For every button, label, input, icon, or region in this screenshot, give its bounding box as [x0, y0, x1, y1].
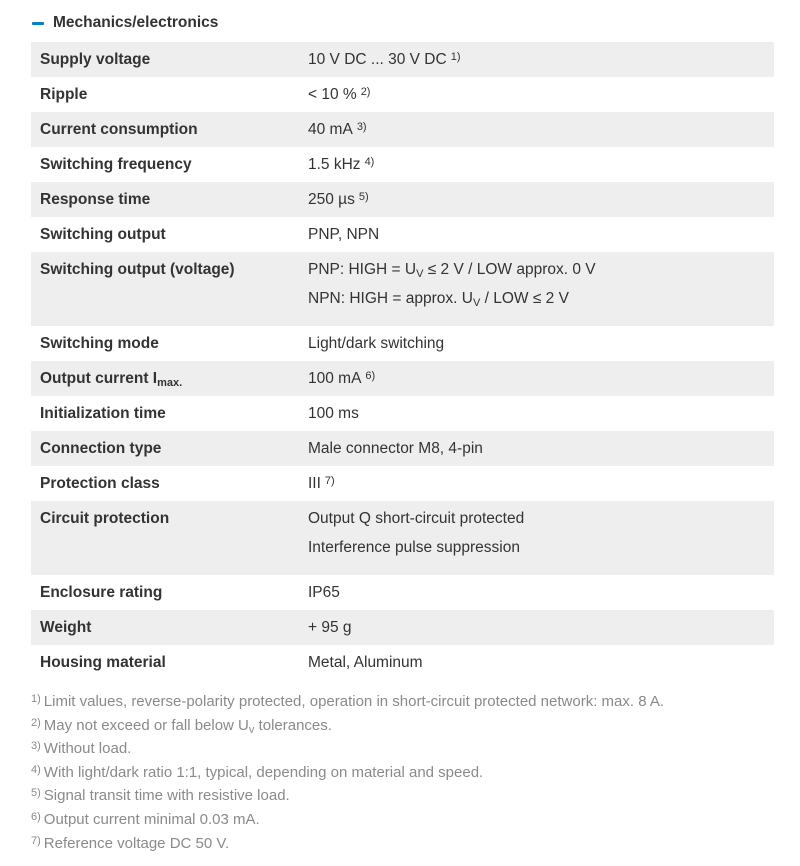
footnotes — [31, 688, 791, 853]
footnote: $^{7)}$ Reference voltage DC 50 V. — [31, 834, 230, 852]
spec-row — [31, 501, 774, 575]
spec-label: Enclosure rating — [40, 584, 163, 601]
spec-label: Switching output — [40, 226, 166, 243]
spec-label: Response time — [31, 182, 308, 217]
spec-row — [31, 252, 774, 326]
spec-value: III $^{7)}$ — [308, 475, 335, 492]
footnote-ref: 3) — [356, 121, 367, 133]
spec-label: Weight — [31, 610, 308, 645]
spec-row — [31, 42, 774, 77]
spec-label: Connection type — [31, 431, 308, 466]
spec-value — [308, 252, 774, 326]
spec-value: IP65 — [308, 584, 340, 601]
spec-value: Male connector M8, 4-pin — [308, 431, 774, 466]
spec-label: Current consumption — [31, 112, 308, 147]
section-title: Mechanics/electronics — [53, 14, 219, 31]
footnote-ref: 5) — [358, 191, 369, 203]
spec-label: Housing material — [40, 654, 166, 671]
spec-value: + 95 g — [308, 610, 774, 645]
footnote-ref: 6) — [365, 370, 376, 382]
spec-row — [31, 610, 774, 645]
spec-table — [31, 42, 774, 680]
spec-row — [31, 645, 774, 680]
spec-row — [31, 217, 774, 252]
spec-value-line: Output Q short-circuit protected — [308, 510, 525, 527]
spec-row — [31, 466, 774, 501]
spec-label: Initialization time — [40, 405, 166, 422]
spec-row — [31, 575, 774, 610]
spec-value-line: PNP: HIGH = $U_V \le 2$ V / LOW approx. 0 V — [308, 261, 596, 280]
section-header-mechanics-electronics[interactable] — [32, 12, 218, 34]
footnote: $^{3)}$ Without load. — [31, 740, 132, 758]
footnote: $^{4)}$ With light/dark ratio 1:1, typical, depending on material and speed. — [31, 763, 484, 781]
spec-value: < 10 % $^{2)}$ — [308, 86, 371, 103]
footnote: $^{2)}$ May not exceed or fall below $U_v$ tolerances. — [31, 716, 332, 736]
spec-value: 100 mA $^{6)}$ — [308, 361, 774, 396]
spec-value: Light/dark switching — [308, 335, 445, 352]
spec-label: Supply voltage — [31, 42, 308, 77]
spec-value: 40 mA $^{3)}$ — [308, 112, 774, 147]
spec-value: 10 V DC ... 30 V DC $^{1)}$ — [308, 42, 774, 77]
collapse-minus-icon[interactable] — [32, 22, 44, 25]
spec-row — [31, 431, 774, 466]
footnote-ref: 7) — [324, 475, 335, 487]
spec-label: Protection class — [40, 475, 160, 492]
spec-label: Switching output (voltage) — [31, 252, 308, 326]
spec-value: Metal, Aluminum — [308, 654, 423, 671]
spec-row — [31, 182, 774, 217]
spec-label: Output current $I_{max.}$ — [31, 361, 308, 396]
footnote-ref: 1) — [450, 51, 461, 63]
spec-row — [31, 147, 774, 182]
spec-label: Ripple — [40, 86, 88, 103]
spec-row — [31, 77, 774, 112]
spec-value-line: Interference pulse suppression — [308, 539, 520, 556]
footnote-ref: 2) — [360, 86, 371, 98]
spec-label: Switching mode — [40, 335, 159, 352]
spec-row — [31, 361, 774, 396]
spec-value: PNP, NPN — [308, 226, 380, 243]
footnote: $^{6)}$ Output current minimal 0.03 mA. — [31, 810, 260, 828]
spec-value: 1.5 kHz $^{4)}$ — [308, 156, 375, 173]
spec-row — [31, 112, 774, 147]
spec-value — [308, 501, 774, 575]
spec-value: 100 ms — [308, 405, 359, 422]
spec-row — [31, 326, 774, 361]
spec-value: 250 µs $^{5)}$ — [308, 182, 774, 217]
spec-label: Circuit protection — [31, 501, 308, 575]
spec-row — [31, 396, 774, 431]
spec-label: Switching frequency — [40, 156, 192, 173]
footnote: $^{5)}$ Signal transit time with resistive load. — [31, 787, 290, 805]
footnote: $^{1)}$ Limit values, reverse-polarity protected, operation in short-circuit protected network: max. 8 A. — [31, 693, 665, 710]
spec-value-line: NPN: HIGH = approx. $U_V$ / LOW ≤ 2 V — [308, 290, 569, 309]
footnote-ref: 4) — [364, 156, 375, 168]
